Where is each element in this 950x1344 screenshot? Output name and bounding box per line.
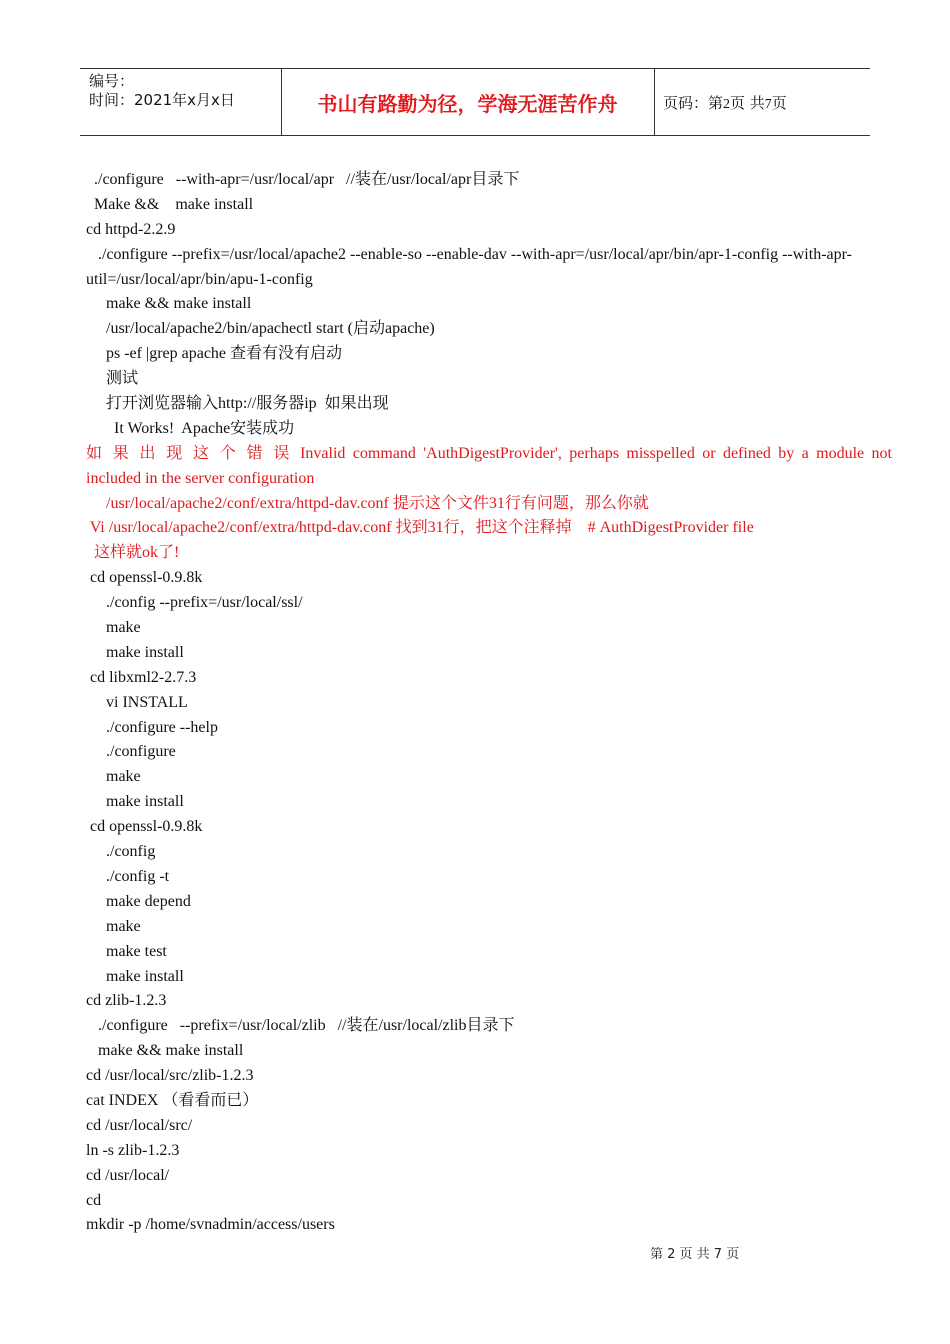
header-page-cell	[654, 69, 870, 135]
text-line: Make && make install	[86, 195, 254, 213]
text-line: 打开浏览器输入http://服务器ip 如果出现	[86, 395, 389, 413]
error-text-line: /usr/local/apache2/conf/extra/httpd-dav.conf 提示这个文件31行有问题，那么你就	[86, 494, 649, 512]
text-line: cd httpd-2.2.9	[86, 220, 176, 238]
text-line: cat INDEX （看看而已）	[86, 1091, 259, 1109]
header-motto: 书山有路勤为径，学海无涯苦作舟	[317, 92, 618, 116]
header-motto-cell	[281, 69, 655, 135]
text-line: make install	[86, 967, 184, 985]
text-line: ./config	[86, 843, 156, 861]
text-line: make && make install	[86, 1042, 244, 1060]
text-line: ps -ef |grep apache 查看有没有启动	[86, 345, 343, 363]
text-line: cd /usr/local/	[86, 1166, 170, 1184]
text-line: cd openssl-0.9.8k	[86, 569, 203, 587]
page-suffix: 页	[771, 94, 787, 112]
document-body	[86, 168, 892, 1238]
text-line: make	[86, 619, 141, 637]
text-line: make && make install	[86, 295, 252, 313]
text-line: ./configure --help	[86, 718, 218, 736]
text-line: cd /usr/local/src/zlib-1.2.3	[86, 1067, 254, 1085]
page-current: 2	[723, 97, 731, 112]
text-line: make test	[86, 942, 167, 960]
text-line: ./configure --prefix=/usr/local/zlib //装在/usr/local/zlib目录下	[86, 1017, 515, 1035]
header-info-cell	[80, 69, 282, 135]
error-text-line: Vi /usr/local/apache2/conf/extra/httpd-dav.conf 找到31行，把这个注释掉 # AuthDigestProvider file	[86, 519, 754, 537]
page-header	[80, 68, 870, 136]
header-page-indicator	[663, 93, 787, 115]
text-line: make install	[86, 643, 184, 661]
page-total: 7	[764, 97, 772, 112]
text-line: ./configure	[86, 743, 176, 761]
text-line: make	[86, 917, 141, 935]
text-line: util=/usr/local/apr/bin/apu-1-config	[86, 270, 313, 288]
text-line: make	[86, 768, 141, 786]
text-line: cd zlib-1.2.3	[86, 992, 167, 1010]
error-text-line: 这样就ok了!	[86, 544, 180, 562]
text-line: make depend	[86, 892, 191, 910]
text-line: make install	[86, 793, 184, 811]
text-line: vi INSTALL	[86, 693, 188, 711]
text-line: ./config --prefix=/usr/local/ssl/	[86, 594, 303, 612]
text-line: cd	[86, 1191, 102, 1209]
text-line: cd /usr/local/src/	[86, 1116, 193, 1134]
document-number-label: 编号：	[89, 72, 135, 90]
text-line: mkdir -p /home/svnadmin/access/users	[86, 1216, 335, 1234]
text-line: ln -s zlib-1.2.3	[86, 1141, 180, 1159]
text-line: cd libxml2-2.7.3	[86, 668, 197, 686]
error-text-line: 如 果 出 现 这 个 错 误 Invalid command 'AuthDigestProvider', perhaps misspelled or defined by a module not	[86, 444, 892, 462]
text-line: ./configure --prefix=/usr/local/apache2 --enable-so --enable-dav --with-apr=/usr/local/apr/bin/apr-1-config --with-apr-	[86, 245, 852, 263]
text-line: /usr/local/apache2/bin/apachectl start (启动apache)	[86, 320, 435, 338]
text-line: ./configure --with-apr=/usr/local/apr //装在/usr/local/apr目录下	[86, 171, 520, 188]
error-text-line: included in the server configuration	[86, 469, 315, 487]
text-line: It Works! Apache安装成功	[86, 419, 295, 437]
page-mid: 页 共	[730, 94, 765, 112]
page-footer: 第 2 页 共 7 页	[650, 1247, 740, 1262]
page-prefix: 页码：第	[663, 94, 724, 112]
document-time-label: 时间：2021年x月x日	[89, 91, 235, 109]
text-line: cd openssl-0.9.8k	[86, 818, 203, 836]
text-line: ./config -t	[86, 867, 170, 885]
text-line: 测试	[86, 370, 139, 388]
